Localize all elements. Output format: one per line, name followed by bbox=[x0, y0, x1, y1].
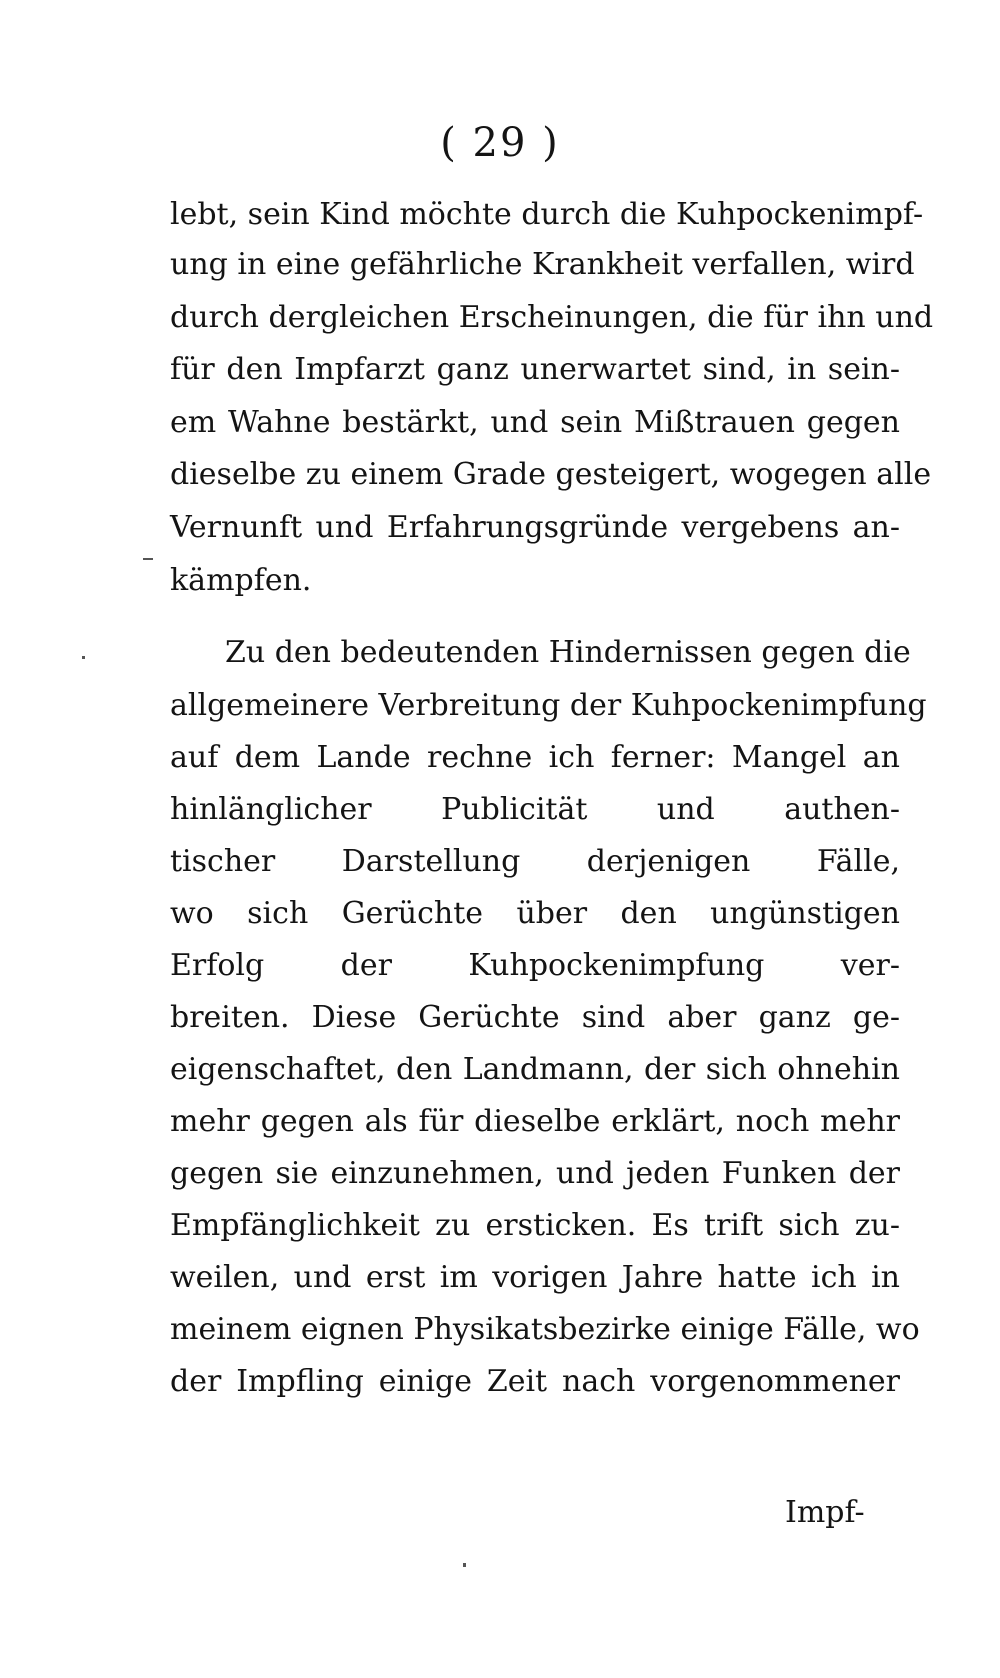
text-line: gegen sie einzunehmen, und jeden Funken der bbox=[170, 1156, 900, 1191]
text-line: eigenschaftet, den Landmann, der sich ohnehin bbox=[170, 1052, 900, 1087]
text-line: Vernunft und Erfahrungsgründe vergebens an- bbox=[170, 510, 900, 545]
text-line: mehr gegen als für dieselbe erklärt, noch mehr bbox=[170, 1104, 900, 1139]
text-line: breiten. Diese Gerüchte sind aber ganz ge- bbox=[170, 1000, 900, 1035]
text-line: hinlänglicher Publicität und authen- bbox=[170, 792, 900, 827]
text-line: Zu den bedeutenden Hindernissen gegen die bbox=[225, 635, 911, 670]
text-line: Empfänglichkeit zu ersticken. Es trift sich zu- bbox=[170, 1208, 900, 1243]
text-line: dieselbe zu einem Grade gesteigert, wogegen alle bbox=[170, 457, 932, 492]
text-line: der Impfling einige Zeit nach vorgenommener bbox=[170, 1364, 900, 1399]
text-line: meinem eignen Physikatsbezirke einige Fälle, wo bbox=[170, 1312, 920, 1347]
stray-mark bbox=[82, 656, 85, 659]
text-line: tischer Darstellung derjenigen Fälle, bbox=[170, 844, 900, 879]
text-line: Erfolg der Kuhpockenimpfung ver- bbox=[170, 948, 900, 983]
text-line: ung in eine gefährliche Krankheit verfallen, wird bbox=[170, 247, 915, 282]
text-line: weilen, und erst im vorigen Jahre hatte ich in bbox=[170, 1260, 900, 1295]
text-line: allgemeinere Verbreitung der Kuhpockenimpfung bbox=[170, 688, 927, 723]
page-number: ( 29 ) bbox=[440, 120, 560, 166]
stray-mark bbox=[143, 558, 153, 560]
text-line: auf dem Lande rechne ich ferner: Mangel an bbox=[170, 740, 900, 775]
text-line: für den Impfarzt ganz unerwartet sind, in sein- bbox=[170, 352, 900, 387]
text-line: durch dergleichen Erscheinungen, die für ihn und bbox=[170, 300, 934, 335]
text-line: kämpfen. bbox=[170, 563, 312, 598]
stray-mark bbox=[463, 1563, 466, 1567]
text-line: lebt, sein Kind möchte durch die Kuhpockenimpf- bbox=[170, 197, 924, 232]
text-line: wo sich Gerüchte über den ungünstigen bbox=[170, 896, 900, 931]
catchword: Impf- bbox=[785, 1495, 865, 1530]
text-line: em Wahne bestärkt, und sein Mißtrauen gegen bbox=[170, 405, 900, 440]
